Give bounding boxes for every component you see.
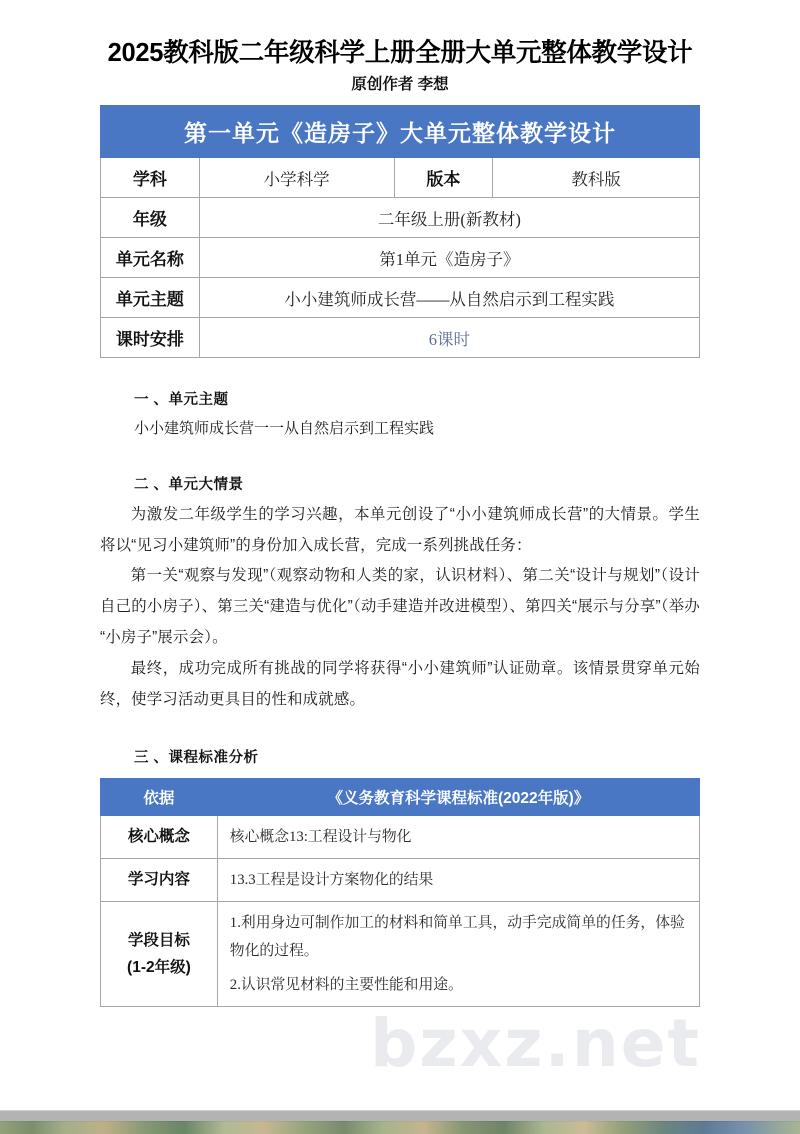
value-grade: 二年级上册(新教材)	[199, 198, 699, 238]
label-lesson-hours: 课时安排	[101, 318, 200, 358]
section-heading-3: 三 、课程标准分析	[134, 749, 259, 766]
table-row	[101, 318, 700, 358]
table-row-banner	[101, 106, 700, 158]
label-grade: 年级	[101, 198, 200, 238]
core-concept-line-1: 核心概念13:工程设计与物化	[229, 828, 412, 845]
watermark-text: bzxz.net	[370, 1005, 702, 1082]
value-stage-goal	[217, 901, 699, 1006]
section-unit-theme	[100, 388, 700, 443]
unit-banner-title: 第一单元《造房子》大单元整体教学设计	[101, 106, 700, 158]
header-basis-value: 《义务教育科学课程标准(2022年版)》	[217, 778, 699, 815]
label-edition: 版本	[394, 158, 493, 198]
section-curriculum-standard	[100, 746, 700, 1008]
table-row	[101, 238, 700, 278]
value-core-concept	[217, 815, 699, 858]
label-unit-name: 单元名称	[101, 238, 200, 278]
label-learning-content: 学习内容	[101, 858, 218, 901]
scenario-paragraph-3: 最终，成功完成所有挑战的同学将获得“小小建筑师”认证勋章。该情景贯穿单元始终，使学习活动更具目的性和成就感。	[100, 659, 700, 708]
unit-info-table	[100, 105, 700, 358]
table-row	[101, 198, 700, 238]
table-row	[101, 858, 700, 901]
stage-goal-line-1: 1.利用身边可制作加工的材料和简单工具，动手完成简单的任务，体验物化的过程。	[229, 914, 685, 959]
curriculum-standard-table	[100, 778, 700, 1008]
header-basis-label: 依据	[101, 778, 218, 815]
value-subject: 小学科学	[199, 158, 394, 198]
section-body-1: 小小建筑师成长营一一从自然启示到工程实践	[134, 420, 435, 438]
page-title: 2025教科版二年级科学上册全册大单元整体教学设计	[107, 39, 693, 67]
table-row	[101, 815, 700, 858]
section-heading-1: 一 、单元主题	[134, 392, 229, 409]
learning-content-line-1: 13.3工程是设计方案物化的结果	[229, 871, 434, 888]
value-unit-theme: 小小建筑师成长营——从自然启示到工程实践	[199, 278, 699, 318]
table-row	[101, 158, 700, 198]
author-line: 原创作者 李想	[351, 76, 449, 94]
label-stage-goal	[101, 901, 218, 1006]
value-learning-content	[217, 858, 699, 901]
value-unit-name: 第1单元《造房子》	[199, 238, 699, 278]
section-heading-2: 二 、单元大情景	[134, 476, 244, 493]
value-edition: 教科版	[493, 158, 700, 198]
stage-goal-main: 学段目标	[127, 931, 190, 949]
scenario-paragraph-2: 第一关“观察与发现”（观察动物和人类的家，认识材料）、第二关“设计与规划”（设计自己的小房子）、第三关“建造与优化”（动手建造并改进模型）、第四关“展示与分享”（举办“小房子”展示会）。	[100, 567, 700, 647]
table-row-header	[101, 778, 700, 815]
section-unit-scenario	[100, 473, 700, 716]
next-page-image-preview	[0, 1121, 800, 1134]
table-row	[101, 278, 700, 318]
label-core-concept: 核心概念	[101, 815, 218, 858]
value-lesson-hours: 6课时	[199, 318, 699, 358]
label-unit-theme: 单元主题	[101, 278, 200, 318]
table-row	[101, 901, 700, 1006]
stage-goal-sub: (1-2年级)	[127, 958, 191, 976]
stage-goal-line-2: 2.认识常见材料的主要性能和用途。	[229, 976, 463, 993]
scenario-paragraph-1: 为激发二年级学生的学习兴趣，本单元创设了“小小建筑师成长营”的大情景。学生将以“见习小建筑师”的身份加入成长营，完成一系列挑战任务：	[100, 505, 700, 554]
label-subject: 学科	[101, 158, 200, 198]
